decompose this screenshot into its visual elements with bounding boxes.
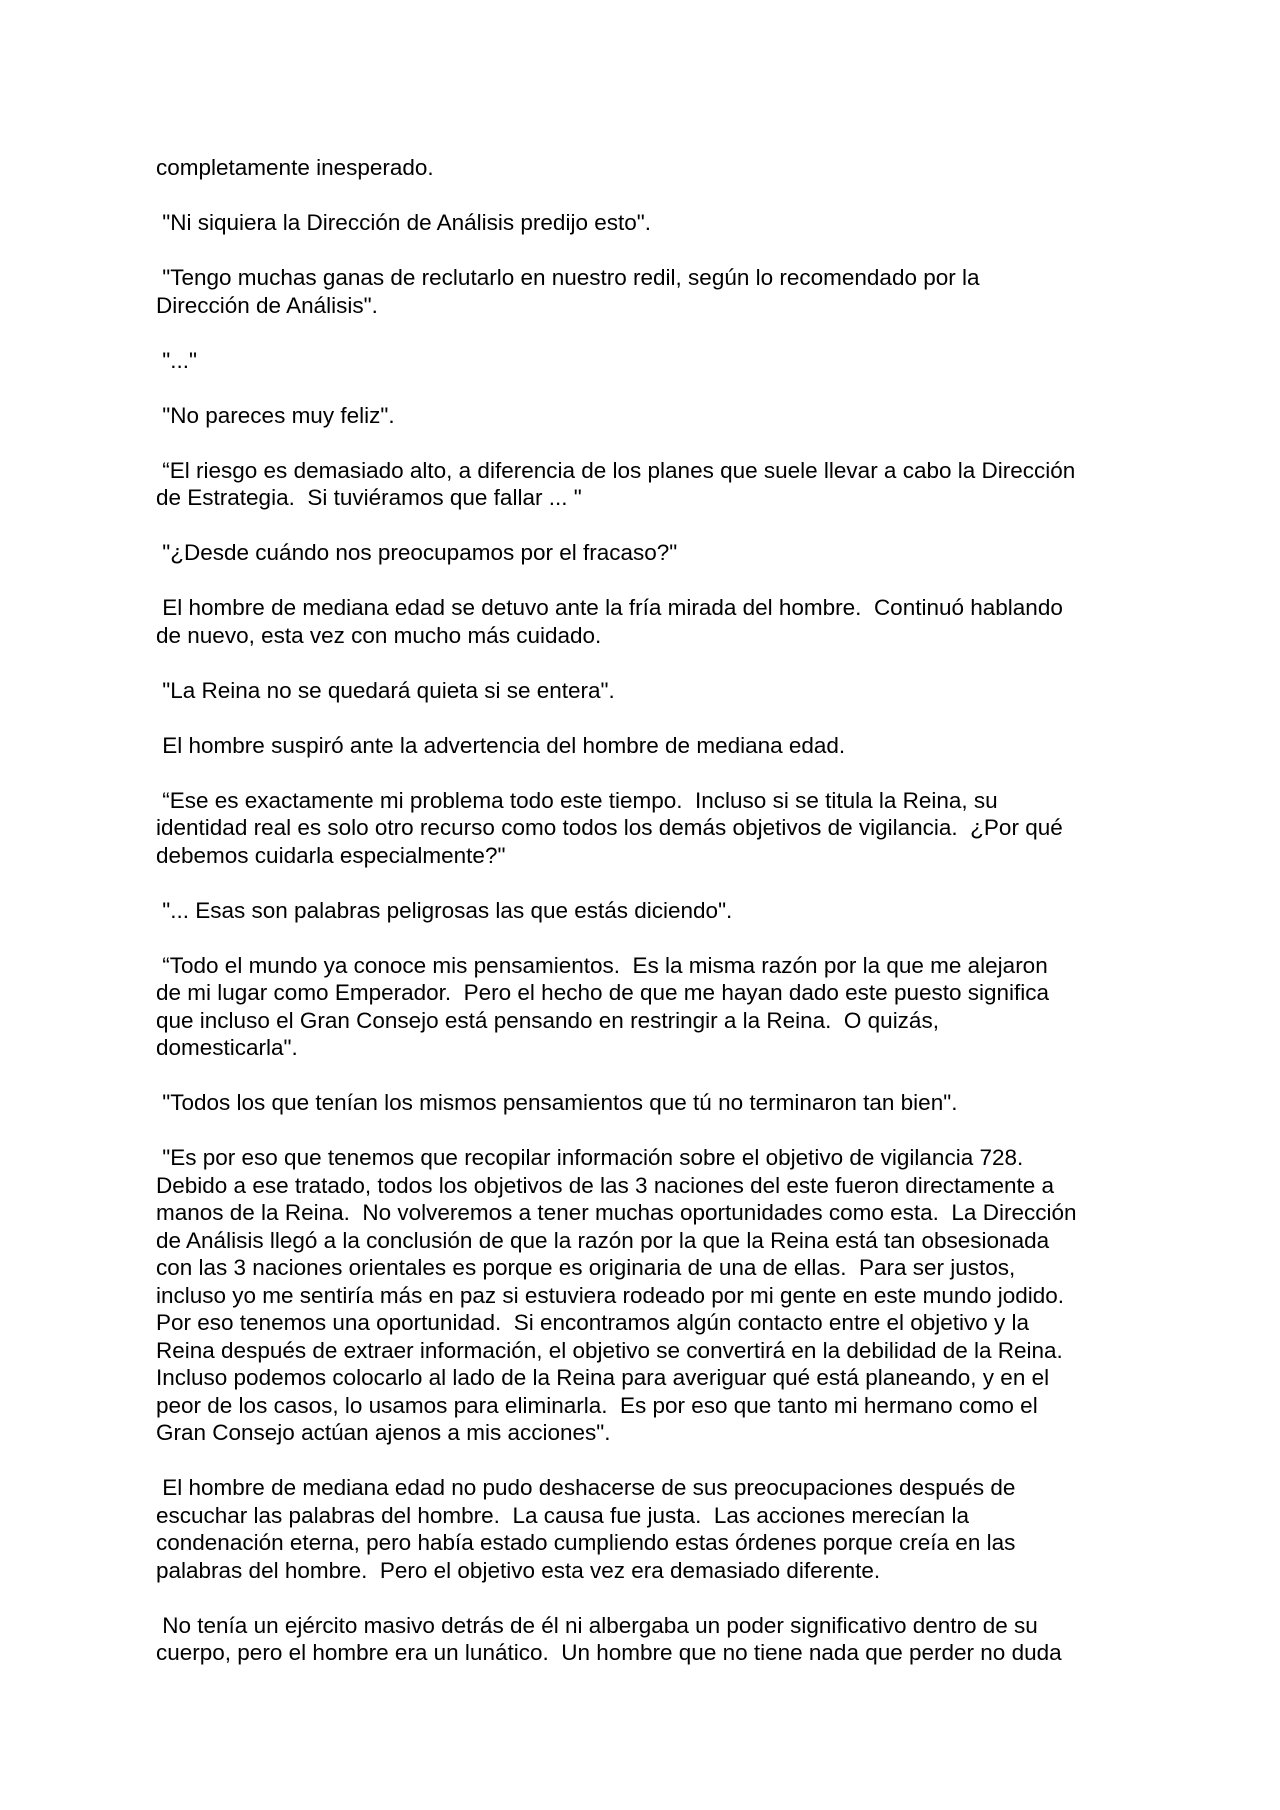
paragraph: "No pareces muy feliz". [156,402,395,428]
paragraph: completamente inesperado. [156,155,434,180]
document-body [156,154,1136,1694]
paragraph: El hombre de mediana edad se detuvo ante la fría mirada del hombre. Continuó hablando de nuevo, esta vez con mucho más cuidado. [156,595,1063,648]
paragraph: El hombre de mediana edad no pudo deshacerse de sus preocupaciones después de escuchar las palabras del hombre. La causa fue justa. Las acciones merecían la condenación eterna, pero había estado cumpliendo estas órdenes porque creía en las palabras del hombre. Pero el objetivo esta vez era demasiado diferente. [156,1475,1016,1583]
paragraph: "La Reina no se quedará quieta si se entera". [156,677,615,703]
paragraph: "... Esas son palabras peligrosas las que estás diciendo". [156,897,733,923]
paragraph: “El riesgo es demasiado alto, a diferencia de los planes que suele llevar a cabo la Dirección de Estrategia. Si tuviéramos que fallar ... " [156,457,1076,510]
paragraph: "Todos los que tenían los mismos pensamientos que tú no terminaron tan bien". [156,1090,958,1115]
paragraph: “Ese es exactamente mi problema todo este tiempo. Incluso si se titula la Reina, su identidad real es solo otro recurso como todos los demás objetivos de vigilancia. ¿Por qué debemos cuidarla especialmente?" [156,787,1063,868]
paragraph: No tenía un ejército masivo detrás de él ni albergaba un poder significativo dentro de su cuerpo, pero el hombre era un lunático. Un hombre que no tiene nada que perder no duda [156,1612,1062,1665]
paragraph: "Ni siquiera la Dirección de Análisis predijo esto". [156,210,651,235]
paragraph: "Tengo muchas ganas de reclutarlo en nuestro redil, según lo recomendado por la Dirección de Análisis". [156,265,980,318]
paragraph: “Todo el mundo ya conoce mis pensamientos. Es la misma razón por la que me alejaron de mi lugar como Emperador. Pero el hecho de que me hayan dado este puesto significa que incluso el Gran Consejo está pensando en restringir a la Reina. O quizás, domesticarla". [156,952,1050,1060]
paragraph: El hombre suspiró ante la advertencia del hombre de mediana edad. [156,732,846,758]
paragraph: "..." [156,347,197,373]
paragraph: "¿Desde cuándo nos preocupamos por el fracaso?" [156,540,678,565]
paragraph: "Es por eso que tenemos que recopilar información sobre el objetivo de vigilancia 728. Debido a ese tratado, todos los objetivos de las 3 naciones del este fueron directamente a manos de la Reina. No volveremos a tener muchas oportunidades como esta. La Dirección de Análisis llegó a la conclusión de que la razón por la que la Reina está tan obsesionada con las 3 naciones orientales es porque es originaria de una de ellas. Para ser justos, incluso yo me sentiría más en paz si estuviera rodeado por mi gente en este mundo jodido. Por eso tenemos una oportunidad. Si encontramos algún contacto entre el objetivo y la Reina después de extraer información, el objetivo se convertirá en la debilidad de la Reina. Incluso podemos colocarlo al lado de la Reina para averiguar qué está planeando, y en el peor de los casos, lo usamos para eliminarla. Es por eso que tanto mi hermano como el Gran Consejo actúan ajenos a mis acciones". [156,1145,1077,1445]
